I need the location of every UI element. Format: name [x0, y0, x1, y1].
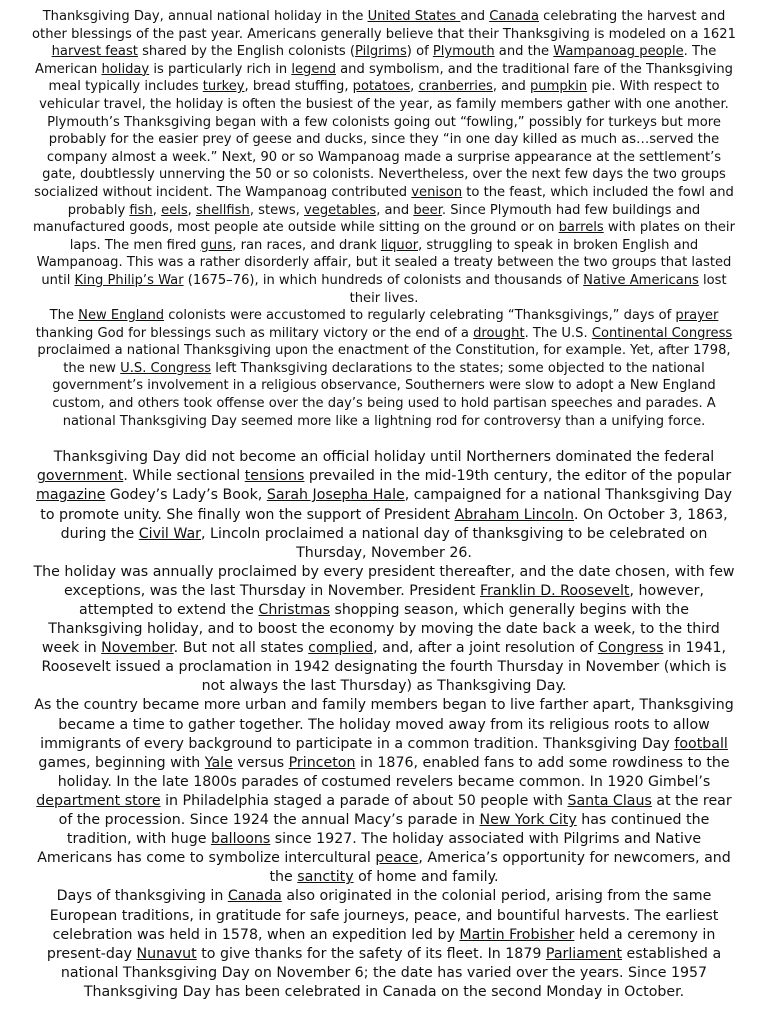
- text-link[interactable]: Franklin D. Roosevelt: [479, 582, 630, 599]
- text-link[interactable]: New York City: [479, 812, 577, 829]
- text-segment: . On October 3, 1863, during the: [60, 506, 728, 542]
- paragraph: [30, 887, 738, 1002]
- text-segment: thanking God for blessings such as military victory or the end of a: [35, 325, 474, 341]
- text-segment: held a ceremony in present-day: [46, 926, 716, 962]
- text-segment: (1675–76), in which hundreds of colonists and thousands of: [183, 272, 584, 288]
- text-segment: games, beginning with: [38, 754, 205, 771]
- text-segment: . But not all states: [173, 640, 309, 657]
- text-link[interactable]: Congress: [597, 640, 664, 657]
- text-link[interactable]: fish: [129, 202, 153, 218]
- text-link[interactable]: harvest feast: [51, 44, 138, 60]
- text-link[interactable]: peace: [375, 850, 419, 867]
- paragraph: [30, 563, 738, 697]
- text-link[interactable]: New England: [78, 308, 165, 324]
- text-link[interactable]: Pilgrims: [355, 44, 407, 60]
- text-segment: also originated in the colonial period, arising from the same European traditions, in gratitude for safe journeys, peace, and bountiful harvests. The earliest celebration was held in 1578, when an expedition led by: [49, 888, 719, 943]
- text-link[interactable]: Continental Congress: [591, 325, 733, 341]
- text-segment: and symbolism, and the traditional fare of the Thanksgiving meal typically includes: [48, 61, 733, 95]
- text-link[interactable]: November: [101, 640, 174, 657]
- text-segment: , campaigned for a national Thanksgiving Day to promote unity. She finally won the support of President: [40, 487, 732, 523]
- text-link[interactable]: Nunavut: [136, 945, 197, 962]
- text-segment: , ran races, and drank: [232, 237, 381, 253]
- text-link[interactable]: Princeton: [288, 754, 356, 771]
- text-link[interactable]: cranberries: [418, 79, 493, 95]
- text-link[interactable]: pumpkin: [529, 79, 588, 95]
- text-link[interactable]: guns: [200, 237, 233, 253]
- text-segment: to the feast, which included the fowl and probably: [67, 184, 734, 218]
- text-segment: colonists were accustomed to regularly celebrating “Thanksgivings,” days of: [164, 308, 676, 324]
- text-segment: to give thanks for the safety of its fleet. In 1879: [196, 945, 546, 962]
- text-segment: left Thanksgiving declarations to the states; some objected to the national government’s involvement in a religious observance, Southerners were slow to adopt a New England custom, and others took offense over the day’s being used to hold partisan speeches and parades. A national Thanksgiving Day seemed more like a lightning rod for controversy than a unifying force.: [52, 360, 716, 429]
- text-link[interactable]: Christmas: [258, 602, 330, 618]
- text-link[interactable]: Canada: [227, 888, 282, 905]
- text-segment: , however, attempted to extend the: [79, 582, 704, 618]
- text-link[interactable]: Sarah Josepha Hale: [266, 487, 405, 504]
- text-segment: is particularly rich in: [149, 61, 292, 77]
- text-segment: , struggling to speak in broken English and Wampanoag. This was a rather disorderly affair, but it sealed a treaty between the two groups that lasted until: [36, 237, 732, 288]
- text-link[interactable]: Civil War: [138, 525, 202, 542]
- text-link[interactable]: beer: [413, 202, 442, 218]
- text-segment: , and: [376, 202, 414, 218]
- text-segment: since 1927. The holiday associated with Pilgrims and Native Americans has come to symbolize intercultural: [37, 831, 702, 867]
- text-segment: . The U.S.: [524, 325, 592, 341]
- text-link[interactable]: eels: [161, 202, 188, 218]
- text-link[interactable]: Native Americans: [583, 272, 699, 288]
- text-link[interactable]: United States: [367, 9, 461, 24]
- text-segment: with plates on their laps. The men fired: [69, 220, 735, 253]
- text-link[interactable]: King Philip’s War: [74, 272, 184, 288]
- text-link[interactable]: Martin Frobisher: [459, 926, 575, 943]
- text-link[interactable]: venison: [411, 184, 463, 200]
- text-link[interactable]: complied: [308, 640, 374, 657]
- text-segment: shopping season, which generally begins with the Thanksgiving holiday, and to boost the economy by moving the date back a week, to the third week in: [41, 602, 720, 657]
- paragraph: [30, 307, 738, 430]
- article-section-1: [30, 8, 738, 430]
- text-segment: at the rear of the procession. Since 1924 the annual Macy’s parade in: [58, 792, 732, 829]
- paragraph: [30, 8, 738, 114]
- text-segment: ,: [187, 202, 196, 218]
- text-link[interactable]: U.S. Congress: [120, 360, 212, 376]
- text-segment: , and, after a joint resolution of: [373, 640, 598, 657]
- text-segment: versus: [232, 754, 289, 771]
- paragraph: [30, 696, 738, 887]
- text-segment: Thanksgiving Day, annual national holiday in the: [42, 9, 368, 24]
- text-link[interactable]: Yale: [204, 754, 233, 771]
- text-segment: ) of: [406, 44, 433, 60]
- text-link[interactable]: legend: [291, 61, 336, 77]
- text-segment: shared by the English colonists (: [137, 44, 355, 60]
- text-segment: As the country became more urban and family members began to live farther apart, Thanksgiving became a time to gather together. The holiday moved away from its religious roots to allow immigrants of every background to participate in a common tradition. Thanksgiving Day: [34, 697, 734, 752]
- text-segment: celebrating the harvest and other blessings of the past year. Americans generally believe that their Thanksgiving is modeled on a 1621: [32, 9, 736, 42]
- text-link[interactable]: Parliament: [545, 945, 623, 962]
- text-segment: . While sectional: [123, 468, 245, 485]
- text-segment: , and: [492, 79, 530, 95]
- text-segment: , stews,: [249, 202, 305, 218]
- text-link[interactable]: shellfish: [195, 202, 250, 218]
- text-segment: in Philadelphia staged a parade of about 50 people with: [160, 792, 568, 809]
- text-segment: The: [49, 308, 79, 324]
- text-link[interactable]: balloons: [210, 831, 271, 848]
- text-segment: ,: [152, 202, 162, 218]
- text-segment: of home and family.: [353, 869, 499, 886]
- text-link[interactable]: sanctity: [297, 869, 354, 886]
- text-segment: Godey’s Lady’s Book,: [105, 487, 267, 504]
- text-segment: Days of thanksgiving in: [56, 888, 228, 905]
- text-segment: prevailed in the mid-19th century, the editor of the popular: [304, 468, 732, 485]
- text-segment: pie. With respect to vehicular travel, the holiday is often the busiest of the year, as family members gather with one another.: [39, 79, 729, 112]
- text-link[interactable]: potatoes: [352, 79, 411, 95]
- text-segment: Thanksgiving Day did not become an official holiday until Northerners dominated the federal: [53, 449, 715, 466]
- text-link[interactable]: department store: [36, 792, 161, 809]
- text-segment: Plymouth’s Thanksgiving began with a few colonists going out “fowling,” possibly for turkeys but more probably for the easier prey of geese and ducks, since they “in one day killed as much as…served the company almost a week.” Next, 90 or so Wampanoag made a surprise appearance at the settlement’s gate, doubtlessly unnerving the 50 or so colonists. Nevertheless, over the next few days the two groups socialized without incident. The Wampanoag contributed: [34, 114, 726, 200]
- text-segment: . Since Plymouth had few buildings and manufactured goods, most people ate outside while sitting on the ground or on: [33, 202, 701, 236]
- text-link[interactable]: drought: [473, 325, 525, 341]
- text-segment: . The American: [35, 44, 717, 77]
- text-link[interactable]: government: [36, 468, 124, 485]
- text-link[interactable]: Santa Claus: [567, 792, 652, 809]
- text-link[interactable]: football: [674, 735, 728, 752]
- text-segment: ,: [410, 79, 419, 95]
- text-segment: proclaimed a national Thanksgiving upon the enactment of the Constitution, for example. Yet, after 1798, the new: [37, 343, 731, 376]
- text-link[interactable]: magazine: [36, 487, 106, 504]
- text-link[interactable]: turkey: [202, 79, 245, 95]
- text-segment: established a national Thanksgiving Day on November 6; the date has varied over the years. Since 1957 Thanksgiving Day has been celebrated in Canada on the second Monday in October.: [60, 945, 722, 1000]
- text-segment: in 1941, Roosevelt issued a proclamation in 1942 designating the fourth Thursday in November (which is not always the last Thursday) as Thanksgiving Day.: [41, 640, 727, 695]
- article-section-2: [30, 448, 738, 1002]
- text-link[interactable]: holiday: [101, 61, 150, 77]
- text-segment: and the: [494, 44, 554, 60]
- text-link[interactable]: Plymouth: [432, 44, 495, 60]
- text-link[interactable]: prayer: [675, 308, 719, 324]
- paragraph: [30, 114, 738, 308]
- text-link[interactable]: Canada: [489, 9, 540, 24]
- text-link[interactable]: tensions: [244, 468, 305, 485]
- text-segment: in 1876, enabled fans to add some rowdiness to the holiday. In the late 1800s parades of costumed revelers became common. In 1920 Gimbel’s: [57, 754, 730, 790]
- text-segment: The holiday was annually proclaimed by every president thereafter, and the date chosen, with few exceptions, was the last Thursday in November. President: [33, 563, 735, 599]
- text-segment: lost their lives.: [349, 272, 727, 306]
- text-segment: , Lincoln proclaimed a national day of thanksgiving to be celebrated on Thursday, November 26.: [201, 525, 708, 561]
- text-link[interactable]: barrels: [558, 220, 604, 236]
- text-segment: has continued the tradition, with huge: [66, 812, 710, 848]
- paragraph: [30, 448, 738, 563]
- text-link[interactable]: Wampanoag people: [553, 44, 684, 60]
- text-link[interactable]: vegetables: [304, 202, 377, 218]
- text-segment: and: [460, 9, 490, 24]
- text-link[interactable]: Abraham Lincoln: [454, 506, 575, 523]
- text-segment: , America’s opportunity for newcomers, and the: [269, 850, 731, 886]
- text-link[interactable]: liquor: [380, 237, 419, 253]
- text-segment: , bread stuffing,: [244, 79, 353, 95]
